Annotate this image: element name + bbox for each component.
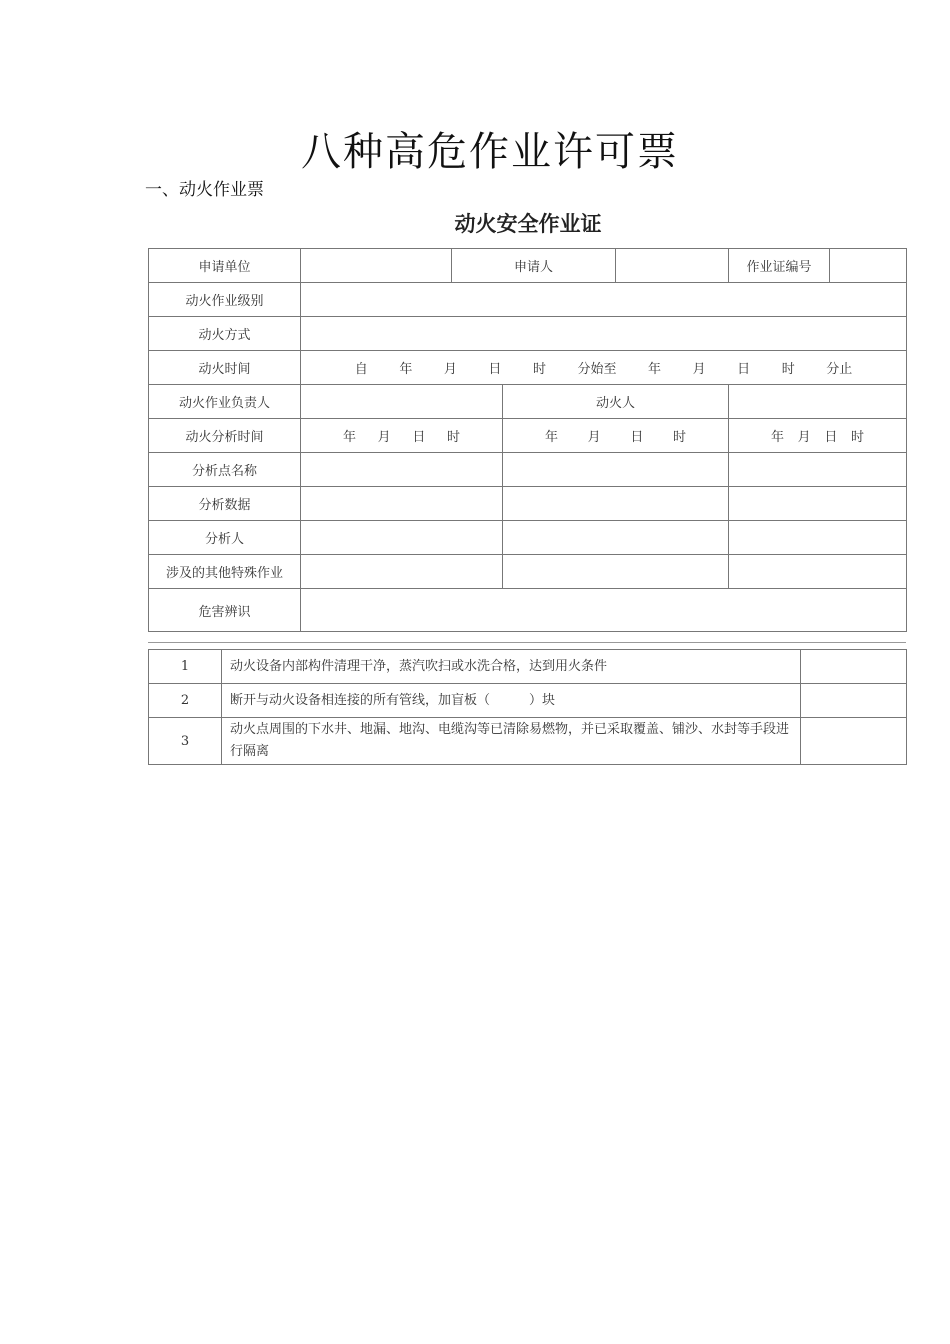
- row-method: [149, 317, 907, 351]
- section-title: 一、动火作业票: [145, 180, 264, 200]
- time-part: 月: [692, 362, 706, 377]
- measure-confirm-field[interactable]: [801, 718, 907, 765]
- data-field-1[interactable]: [301, 487, 503, 521]
- worker-field[interactable]: [729, 385, 907, 419]
- applicant-field[interactable]: [616, 249, 729, 283]
- table-divider: [148, 642, 906, 643]
- measure-number: 3: [149, 718, 222, 765]
- row-hazard: [149, 589, 907, 632]
- row-leader: [149, 385, 907, 419]
- time-field[interactable]: [301, 351, 907, 385]
- measure-row: [149, 718, 907, 765]
- leader-field[interactable]: [301, 385, 503, 419]
- time-part: 分止: [826, 362, 853, 377]
- date-part: 日: [412, 430, 426, 445]
- time-part: 年: [399, 362, 413, 377]
- fire-permit-table: [148, 248, 907, 632]
- measure-confirm-field[interactable]: [801, 650, 907, 684]
- cert-no-field[interactable]: [830, 249, 907, 283]
- method-field[interactable]: [301, 317, 907, 351]
- measure-text: 动火点周围的下水井、地漏、地沟、电缆沟等已清除易燃物，并已采取覆盖、铺沙、水封等手段进行隔离: [222, 718, 801, 765]
- row-analysis-time: [149, 419, 907, 453]
- hazard-label: 危害辨识: [149, 589, 301, 632]
- date-part: 月: [587, 430, 601, 445]
- level-field[interactable]: [301, 283, 907, 317]
- measure-confirm-field[interactable]: [801, 684, 907, 718]
- special-field-2[interactable]: [503, 555, 729, 589]
- time-part: 时: [532, 362, 546, 377]
- measure-text: 断开与动火设备相连接的所有管线，加盲板（ ）块: [222, 684, 801, 718]
- point-field-1[interactable]: [301, 453, 503, 487]
- date-part: 日: [824, 430, 838, 445]
- time-part: 自: [354, 362, 368, 377]
- analyst-label: 分析人: [149, 521, 301, 555]
- date-part: 年: [545, 430, 559, 445]
- page-title: 八种高危作业许可票: [301, 129, 679, 175]
- analyst-field-1[interactable]: [301, 521, 503, 555]
- analyst-field-3[interactable]: [729, 521, 907, 555]
- cert-no-label: 作业证编号: [729, 249, 830, 283]
- time-part: 时: [781, 362, 795, 377]
- leader-label: 动火作业负责人: [149, 385, 301, 419]
- date-part: 时: [672, 430, 686, 445]
- date-part: 时: [446, 430, 460, 445]
- date-part: 年: [343, 430, 357, 445]
- date-part: 月: [377, 430, 391, 445]
- row-apply: [149, 249, 907, 283]
- analysis-time-field-2[interactable]: [503, 419, 729, 453]
- safety-measures-table: [148, 649, 907, 765]
- applicant-label: 申请人: [452, 249, 616, 283]
- measure-number: 1: [149, 650, 222, 684]
- analysis-time-field-1[interactable]: [301, 419, 503, 453]
- date-part: 月: [797, 430, 811, 445]
- point-field-3[interactable]: [729, 453, 907, 487]
- row-data: [149, 487, 907, 521]
- time-part: 月: [443, 362, 457, 377]
- point-label: 分析点名称: [149, 453, 301, 487]
- row-time: [149, 351, 907, 385]
- hazard-field[interactable]: [301, 589, 907, 632]
- measure-text: 动火设备内部构件清理干净，蒸汽吹扫或水洗合格，达到用火条件: [222, 650, 801, 684]
- row-analyst: [149, 521, 907, 555]
- time-part: 年: [648, 362, 662, 377]
- special-field-3[interactable]: [729, 555, 907, 589]
- special-field-1[interactable]: [301, 555, 503, 589]
- time-part: 日: [737, 362, 751, 377]
- data-field-3[interactable]: [729, 487, 907, 521]
- unit-label: 申请单位: [149, 249, 301, 283]
- measure-row: [149, 650, 907, 684]
- method-label: 动火方式: [149, 317, 301, 351]
- measure-row: [149, 684, 907, 718]
- time-label: 动火时间: [149, 351, 301, 385]
- analysis-time-label: 动火分析时间: [149, 419, 301, 453]
- time-part: 日: [488, 362, 502, 377]
- date-part: 年: [771, 430, 785, 445]
- time-part: 分始至: [577, 362, 617, 377]
- analysis-time-field-3[interactable]: [729, 419, 907, 453]
- date-part: 日: [630, 430, 644, 445]
- data-field-2[interactable]: [503, 487, 729, 521]
- row-level: [149, 283, 907, 317]
- form-title: 动火安全作业证: [454, 212, 602, 236]
- measure-number: 2: [149, 684, 222, 718]
- level-label: 动火作业级别: [149, 283, 301, 317]
- row-point: [149, 453, 907, 487]
- data-label: 分析数据: [149, 487, 301, 521]
- point-field-2[interactable]: [503, 453, 729, 487]
- special-label: 涉及的其他特殊作业: [149, 555, 301, 589]
- analyst-field-2[interactable]: [503, 521, 729, 555]
- row-special: [149, 555, 907, 589]
- date-part: 时: [850, 430, 864, 445]
- unit-field[interactable]: [301, 249, 452, 283]
- worker-label: 动火人: [503, 385, 729, 419]
